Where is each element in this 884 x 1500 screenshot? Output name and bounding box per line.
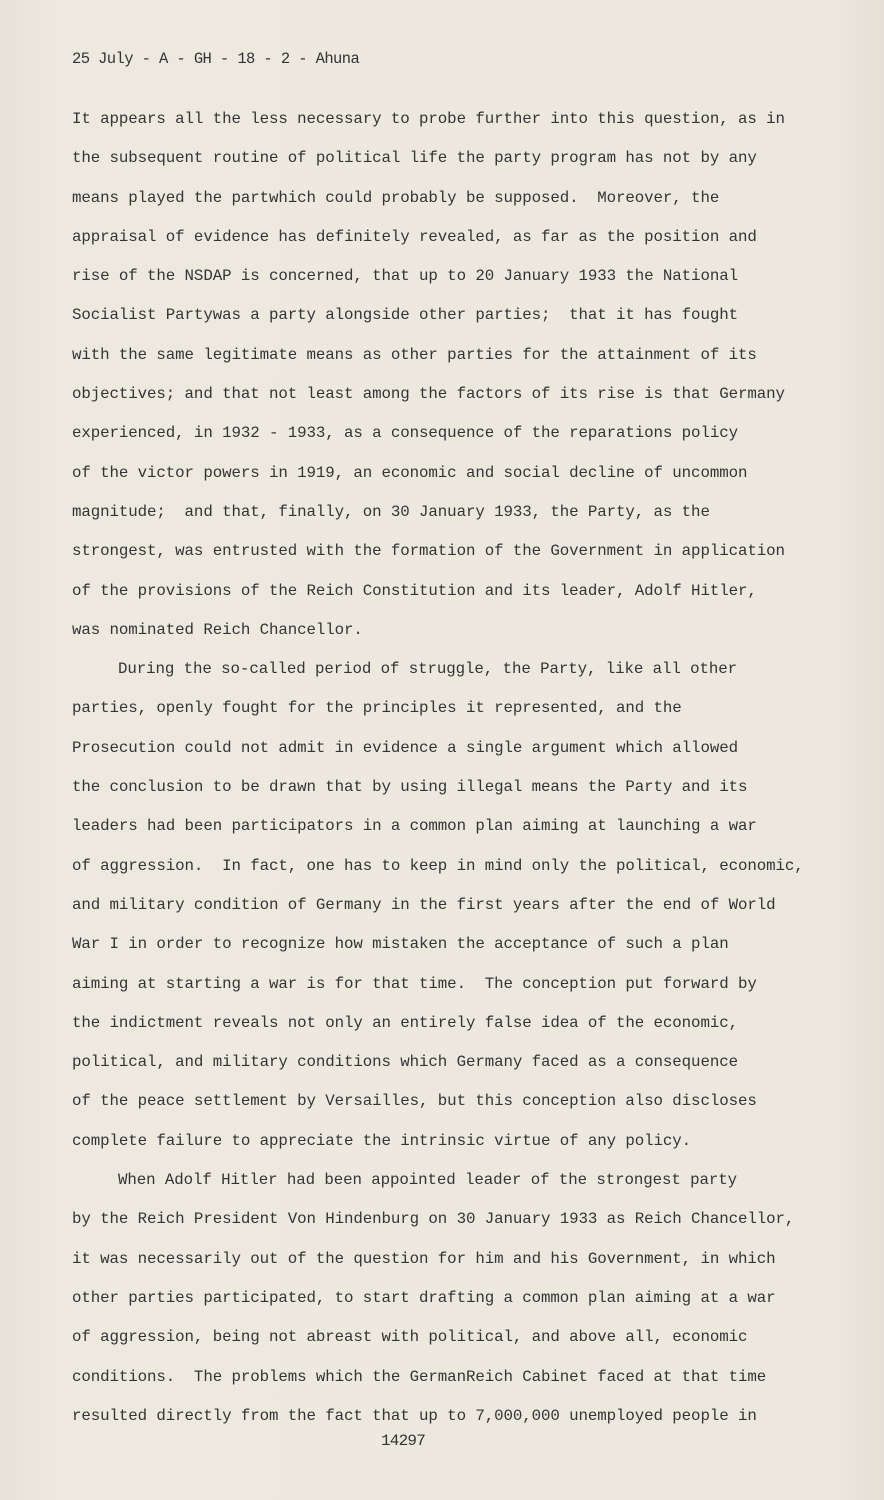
paragraph-first-line: During the so-called period of struggle, the Party, like all other <box>118 660 738 679</box>
document-body <box>72 107 862 1443</box>
text-line: of the peace settlement by Versailles, but this conception also discloses <box>72 1092 757 1111</box>
text-line: the conclusion to be drawn that by using illegal means the Party and its <box>72 778 748 797</box>
page-number: 14297 <box>381 1432 426 1450</box>
text-line: and military condition of Germany in the first years after the end of World <box>72 895 776 914</box>
text-line: of the victor powers in 1919, an economic and social decline of uncommon <box>72 463 748 482</box>
text-line: means played the partwhich could probably be supposed. Moreover, the <box>72 188 720 207</box>
text-line: it was necessarily out of the question for him and his Government, in which <box>72 1249 776 1268</box>
text-line: the indictment reveals not only an entirely false idea of the economic, <box>72 1013 738 1032</box>
text-line: of aggression. In fact, one has to keep in mind only the political, economic, <box>72 856 804 875</box>
text-line: leaders had been participators in a common plan aiming at launching a war <box>72 817 757 836</box>
text-line: aiming at starting a war is for that time. The conception put forward by <box>72 974 757 993</box>
text-line: appraisal of evidence has definitely revealed, as far as the position and <box>72 227 757 246</box>
text-line: rise of the NSDAP is concerned, that up to 20 January 1933 the National <box>72 267 738 286</box>
text-line: War I in order to recognize how mistaken the acceptance of such a plan <box>72 935 729 954</box>
text-line: other parties participated, to start drafting a common plan aiming at a war <box>72 1288 776 1307</box>
text-line: political, and military conditions which Germany faced as a consequence <box>72 1053 738 1072</box>
text-line: the subsequent routine of political life the party program has not by any <box>72 149 757 168</box>
text-line: resulted directly from the fact that up to 7,000,000 unemployed people in <box>72 1406 757 1425</box>
paragraph-first-line: When Adolf Hitler had been appointed leader of the strongest party <box>118 1171 738 1190</box>
text-line: experienced, in 1932 - 1933, as a consequence of the reparations policy <box>72 424 738 443</box>
text-line: magnitude; and that, finally, on 30 January 1933, the Party, as the <box>72 502 710 521</box>
text-line: It appears all the less necessary to probe further into this question, as in <box>72 110 785 128</box>
text-line: of aggression, being not abreast with political, and above all, economic <box>72 1328 748 1347</box>
text-line: Socialist Partywas a party alongside other parties; that it has fought <box>72 306 738 325</box>
text-line: Prosecution could not admit in evidence a single argument which allowed <box>72 738 738 757</box>
text-line: with the same legitimate means as other parties for the attainment of its <box>72 345 757 364</box>
text-line: strongest, was entrusted with the formation of the Government in application <box>72 542 785 561</box>
text-line: conditions. The problems which the GermanReich Cabinet faced at that time <box>72 1367 767 1386</box>
text-line: was nominated Reich Chancellor. <box>72 620 363 639</box>
text-line: of the provisions of the Reich Constitution and its leader, Adolf Hitler, <box>72 581 757 600</box>
text-line: objectives; and that not least among the factors of its rise is that Germany <box>72 385 785 404</box>
document-header: 25 July - A - GH - 18 - 2 - Ahuna <box>72 50 360 68</box>
text-line: parties, openly fought for the principles it represented, and the <box>72 699 682 718</box>
text-line: complete failure to appreciate the intrinsic virtue of any policy. <box>72 1131 692 1150</box>
text-line: by the Reich President Von Hindenburg on 30 January 1933 as Reich Chancellor, <box>72 1210 795 1229</box>
